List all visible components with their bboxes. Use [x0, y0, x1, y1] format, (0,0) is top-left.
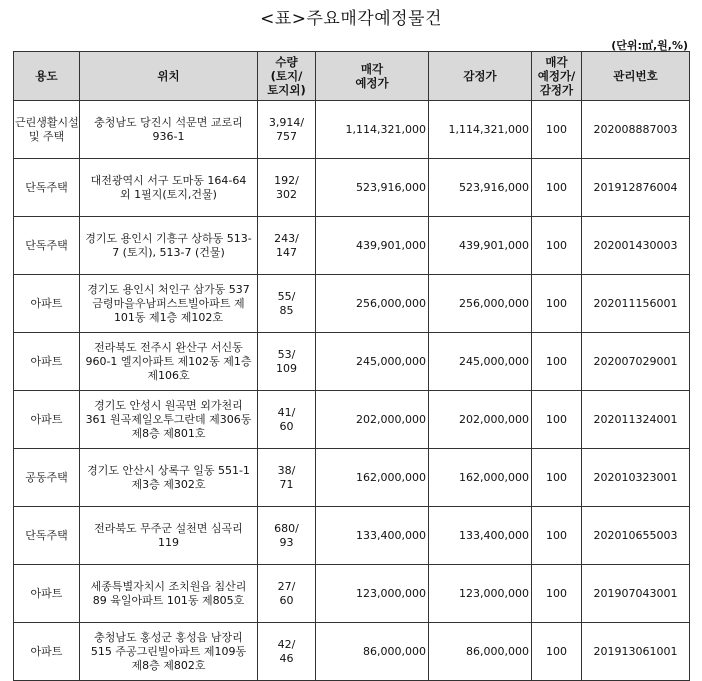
cell-mgmt-no: 201912876004 [582, 159, 690, 217]
cell-location: 경기도 용인시 처인구 삼가동 537 금령마을우남퍼스트빌아파트 제101동 제1층 제102호 [80, 275, 258, 333]
header-sale-price: 매각 예정가 [316, 52, 429, 101]
table-title: <표>주요매각예정물건 [260, 9, 442, 29]
cell-qty: 38/ 71 [258, 449, 316, 507]
cell-location: 세종특별자치시 조치원읍 침산리 89 육일아파트 101동 제805호 [80, 565, 258, 623]
header-location: 위치 [80, 52, 258, 101]
table-row [14, 449, 690, 507]
header-mgmt-no: 관리번호 [582, 52, 690, 101]
cell-ratio: 100 [532, 217, 582, 275]
cell-use: 아파트 [14, 623, 80, 681]
table-row [14, 275, 690, 333]
cell-use: 아파트 [14, 333, 80, 391]
cell-appraisal: 523,916,000 [429, 159, 532, 217]
cell-mgmt-no: 202007029001 [582, 333, 690, 391]
cell-sale-price: 86,000,000 [316, 623, 429, 681]
header-appraisal: 감정가 [429, 52, 532, 101]
cell-appraisal: 245,000,000 [429, 333, 532, 391]
table-row [14, 333, 690, 391]
cell-mgmt-no: 202011324001 [582, 391, 690, 449]
cell-ratio: 100 [532, 101, 582, 159]
unit-note: (단위:㎡,원,%) [611, 39, 688, 52]
cell-appraisal: 1,114,321,000 [429, 101, 532, 159]
cell-mgmt-no: 201913061001 [582, 623, 690, 681]
cell-qty: 53/ 109 [258, 333, 316, 391]
cell-location: 전라북도 무주군 설천면 심곡리 119 [80, 507, 258, 565]
cell-use: 아파트 [14, 565, 80, 623]
cell-use: 근린생활시설 및 주택 [14, 101, 80, 159]
cell-qty: 243/ 147 [258, 217, 316, 275]
table-row [14, 391, 690, 449]
cell-location: 경기도 안산시 상록구 일동 551-1 제3층 제302호 [80, 449, 258, 507]
cell-sale-price: 1,114,321,000 [316, 101, 429, 159]
cell-location: 충청남도 당진시 석문면 교로리 936-1 [80, 101, 258, 159]
cell-location: 전라북도 전주시 완산구 서신동 960-1 엘지아파트 제102동 제1층 제106호 [80, 333, 258, 391]
cell-sale-price: 256,000,000 [316, 275, 429, 333]
cell-use: 단독주택 [14, 159, 80, 217]
cell-ratio: 100 [532, 507, 582, 565]
cell-qty: 192/ 302 [258, 159, 316, 217]
cell-sale-price: 523,916,000 [316, 159, 429, 217]
cell-sale-price: 123,000,000 [316, 565, 429, 623]
table-row [14, 623, 690, 681]
cell-ratio: 100 [532, 449, 582, 507]
cell-appraisal: 133,400,000 [429, 507, 532, 565]
cell-use: 단독주택 [14, 217, 80, 275]
cell-qty: 3,914/ 757 [258, 101, 316, 159]
header-qty: 수량 (토지/ 토지외) [258, 52, 316, 101]
cell-sale-price: 202,000,000 [316, 391, 429, 449]
cell-ratio: 100 [532, 623, 582, 681]
cell-location: 대전광역시 서구 도마동 164-64 외 1필지(토지,건물) [80, 159, 258, 217]
cell-appraisal: 162,000,000 [429, 449, 532, 507]
cell-sale-price: 162,000,000 [316, 449, 429, 507]
cell-sale-price: 133,400,000 [316, 507, 429, 565]
cell-appraisal: 256,000,000 [429, 275, 532, 333]
table-row [14, 159, 690, 217]
cell-qty: 680/ 93 [258, 507, 316, 565]
cell-sale-price: 439,901,000 [316, 217, 429, 275]
table-row [14, 217, 690, 275]
header-use: 용도 [14, 52, 80, 101]
cell-ratio: 100 [532, 275, 582, 333]
cell-appraisal: 439,901,000 [429, 217, 532, 275]
cell-mgmt-no: 202010323001 [582, 449, 690, 507]
cell-mgmt-no: 202010655003 [582, 507, 690, 565]
cell-mgmt-no: 202001430003 [582, 217, 690, 275]
cell-qty: 27/ 60 [258, 565, 316, 623]
cell-ratio: 100 [532, 565, 582, 623]
table-row [14, 565, 690, 623]
cell-mgmt-no: 202011156001 [582, 275, 690, 333]
header-row [14, 52, 690, 101]
cell-use: 공동주택 [14, 449, 80, 507]
cell-appraisal: 202,000,000 [429, 391, 532, 449]
cell-qty: 41/ 60 [258, 391, 316, 449]
cell-location: 경기도 용인시 기흥구 상하동 513-7 (토지), 513-7 (건물) [80, 217, 258, 275]
cell-appraisal: 86,000,000 [429, 623, 532, 681]
cell-qty: 55/ 85 [258, 275, 316, 333]
cell-ratio: 100 [532, 159, 582, 217]
table-row [14, 507, 690, 565]
property-table [13, 51, 690, 681]
header-ratio: 매각 예정가/ 감정가 [532, 52, 582, 101]
cell-location: 경기도 안성시 원곡면 외가천리 361 원곡제일오투그란데 제306동 제8층 제801호 [80, 391, 258, 449]
cell-use: 단독주택 [14, 507, 80, 565]
cell-mgmt-no: 202008887003 [582, 101, 690, 159]
cell-ratio: 100 [532, 391, 582, 449]
cell-use: 아파트 [14, 275, 80, 333]
cell-ratio: 100 [532, 333, 582, 391]
cell-mgmt-no: 201907043001 [582, 565, 690, 623]
cell-appraisal: 123,000,000 [429, 565, 532, 623]
table-row [14, 101, 690, 159]
cell-sale-price: 245,000,000 [316, 333, 429, 391]
cell-location: 충청남도 홍성군 홍성읍 남장리 515 주공그린빌아파트 제109동 제8층 제802호 [80, 623, 258, 681]
cell-use: 아파트 [14, 391, 80, 449]
cell-qty: 42/ 46 [258, 623, 316, 681]
